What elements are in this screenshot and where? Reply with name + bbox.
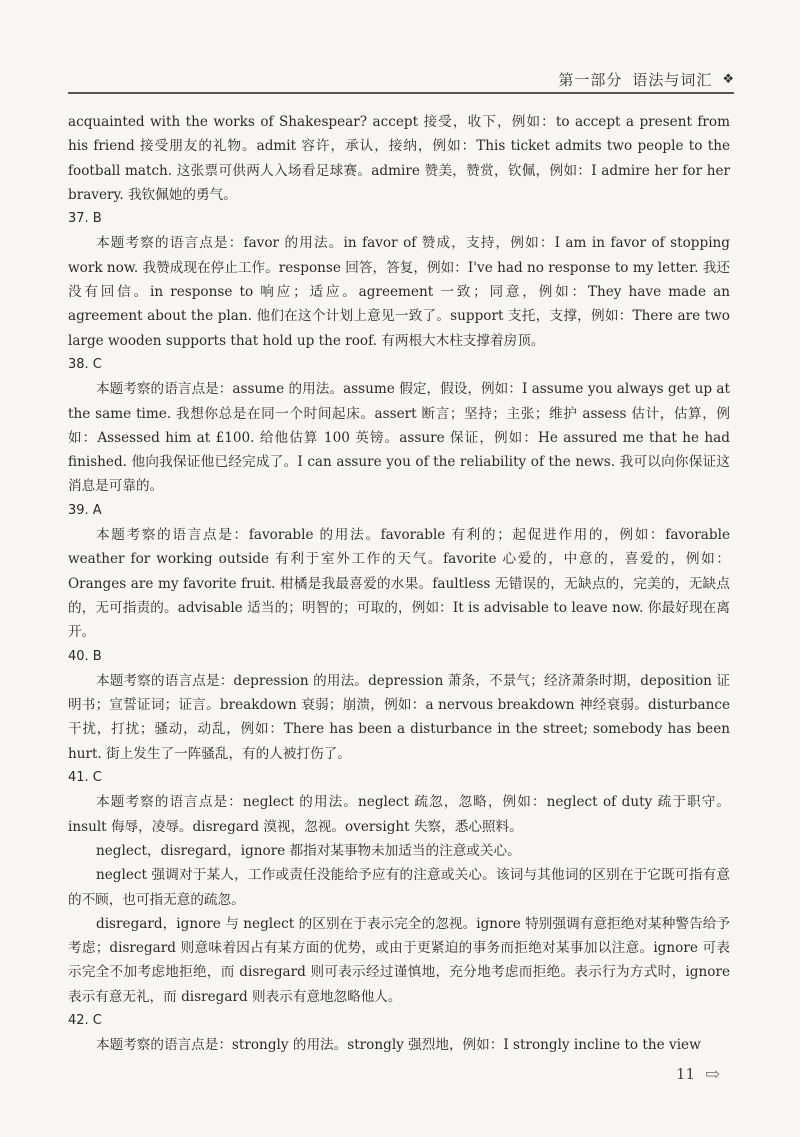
header-part: 第一部分 (558, 70, 623, 89)
running-header (510, 68, 735, 90)
next-page-arrow-icon: ⇨ (705, 1063, 721, 1085)
diamond-ornament-icon: ❖ (722, 71, 735, 87)
answer-42: 42. C (68, 1012, 102, 1028)
answer-38: 38. C (68, 356, 102, 372)
answer-39: 39. A (68, 502, 102, 518)
explanation-38: 本题考察的语言点是：assume 的用法。assume 假定，假设，例如：I assume you always get up at the same time. 我想你总是在同一个时间起床。assert 断言；坚持；主张；维护 assess 估计，估算，例如：Assessed him at £100. 给他估算 100 英镑。assure 保证，例如：He assured me that he had finished. 他向我保证他已经完成了。I can assure you of the reliability of the news. 我可以向你保证这消息是可靠的。 (68, 381, 730, 495)
explanation-41-note-3: disregard，ignore 与 neglect 的区别在于表示完全的忽视。ignore 特别强调有意拒绝对某种警告给予考虑；disregard 则意味着因占有某方面的优势，或由于更紧迫的事务而拒绝对某事加以注意。ignore 可表示完全不加考虑地拒绝，而 disregard 则可表示经过谨慎地，充分地考虑而拒绝。表示行为方式时，ignore 表示有意无礼，而 disregard 则表示有意地忽略他人。 (68, 915, 730, 1005)
answer-41: 41. C (68, 770, 102, 786)
explanation-41: 本题考察的语言点是：neglect 的用法。neglect 疏忽，忽略，例如：neglect of duty 疏于职守。insult 侮辱，凌辱。disregard 漠视，忽视。oversight 失察，悉心照料。 (68, 794, 730, 835)
explanation-41-note-2: neglect 强调对于某人，工作或责任没能给予应有的注意或关心。该词与其他词的区别在于它既可指有意的不顾，也可指无意的疏忽。 (68, 867, 730, 908)
explanation-40: 本题考察的语言点是：depression 的用法。depression 萧条，不景气；经济萧条时期，deposition 证明书；宣誓证词；证言。breakdown 衰弱；崩溃，例如：a nervous breakdown 神经衰弱。disturbance 干扰，打扰；骚动，动乱，例如：There has been a disturbance in the street; somebody has been hurt. 街上发生了一阵骚乱，有的人被打伤了。 (68, 672, 730, 762)
answer-37: 37. B (68, 211, 102, 227)
page-footer (676, 1062, 736, 1086)
explanation-37: 本题考察的语言点是：favor 的用法。in favor of 赞成，支持，例如：I am in favor of stopping work now. 我赞成现在停止工作。response 回答，答复，例如：I've had no response to my letter. 我还没有回信。in response to 响应；适应。agreement 一致；同意，例如：They have made an agreement about the plan. 他们在这个计划上意见一致了。support 支托，支撑，例如：There are two large wooden supports that hold up the roof. 有两根大木柱支撑着房顶。 (68, 235, 730, 349)
explanation-42: 本题考察的语言点是：strongly 的用法。strongly 强烈地，例如：I strongly incline to the view (96, 1037, 701, 1054)
explanation-41-note-1: neglect，disregard，ignore 都指对某事物未加适当的注意或关心。 (96, 842, 521, 859)
page-body (68, 110, 730, 1058)
page-number: 11 (676, 1065, 696, 1083)
paragraph-continuation: acquainted with the works of Shakespear? accept 接受，收下，例如：to accept a present from his friend 接受朋友的礼物。admit 容许，承认，接纳，例如：This ticket admits two people to the football match. 这张票可供两人入场看足球赛。admire 赞美，赞赏，钦佩，例如：I admire her for her bravery. 我钦佩她的勇气。 (68, 114, 730, 203)
header-section: 语法与词汇 (632, 70, 713, 89)
explanation-39: 本题考察的语言点是：favorable 的用法。favorable 有利的；起促进作用的，例如：favorable weather for working outside 有利于室外工作的天气。favorite 心爱的，中意的，喜爱的，例如：Oranges are my favorite fruit. 柑橘是我最喜爱的水果。faultless 无错误的，无缺点的，完美的，无缺点的，无可指责的。advisable 适当的；明智的；可取的，例如：It is advisable to leave now. 你最好现在离开。 (68, 527, 730, 641)
answer-40: 40. B (68, 648, 102, 664)
header-rule (68, 92, 734, 94)
